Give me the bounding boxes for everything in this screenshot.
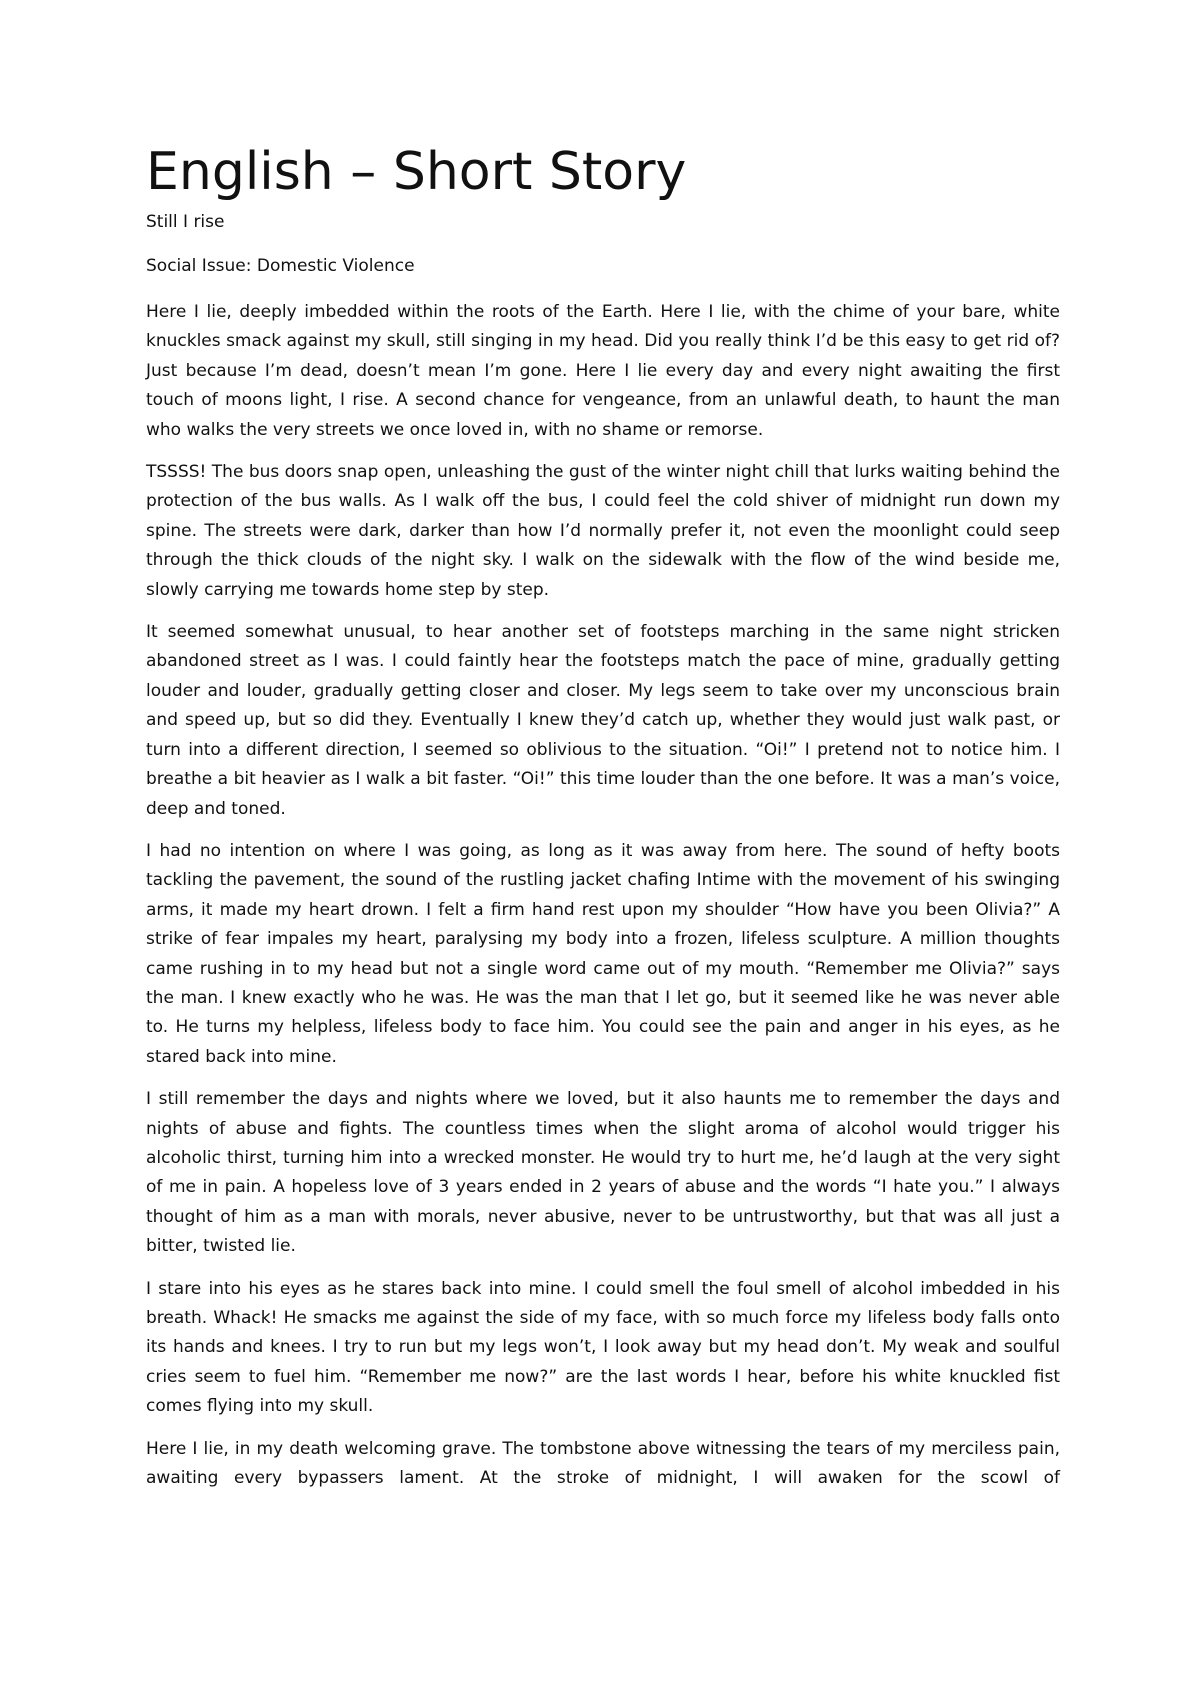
document-title: English – Short Story — [146, 142, 687, 202]
story-subtitle: Still I rise — [146, 212, 225, 232]
paragraph-2: TSSSS! The bus doors snap open, unleashing the gust of the winter night chill that lurks waiting behind the protection of the bus walls. As I walk off the bus, I could feel the cold shiver of midnight run down my spine. The streets were dark, darker than how I’d normally prefer it, not even the moonlight could seep through the thick clouds of the night sky. I walk on the sidewalk with the flow of the wind beside me, slowly carrying me towards home step by step. — [146, 462, 1060, 600]
paragraph-7: Here I lie, in my death welcoming grave. The tombstone above witnessing the tears of my merciless pain, awaiting every bypassers lament. At the stroke of midnight, I will awaken for the scowl of — [146, 1438, 1060, 1489]
paragraph-1: Here I lie, deeply imbedded within the roots of the Earth. Here I lie, with the chime of your bare, white knuckles smack against my skull, still singing in my head. Did you really think I’d be this easy to get rid of? Just because I’m dead, doesn’t mean I’m gone. Here I lie every day and every night awaiting the first touch of moons light, I rise. A second chance for vengeance, from an unlawful death, to haunt the man who walks the very streets we once loved in, with no shame or remorse. — [146, 302, 1060, 440]
paragraph-5: I still remember the days and nights where we loved, but it also haunts me to remember the days and nights of abuse and fights. The countless times when the slight aroma of alcohol would trigger his alcoholic thirst, turning him into a wrecked monster. He would try to hurt me, he’d laugh at the very sight of me in pain. A hopeless love of 3 years ended in 2 years of abuse and the words “I hate you.” I always thought of him as a man with morals, never abusive, never to be untrustworthy, but that was all just a bitter, twisted lie. — [146, 1089, 1060, 1257]
paragraph-3: It seemed somewhat unusual, to hear another set of footsteps marching in the same night stricken abandoned street as I was. I could faintly hear the footsteps match the pace of mine, gradually getting louder and louder, gradually getting closer and closer. My legs seem to take over my unconscious brain and speed up, but so did they. Eventually I knew they’d catch up, whether they would just walk past, or turn into a different direction, I seemed so oblivious to the situation. “Oi!” I pretend not to notice him. I breathe a bit heavier as I walk a bit faster. “Oi!” this time louder than the one before. It was a man’s voice, deep and toned. — [146, 622, 1060, 819]
social-issue-line: Social Issue: Domestic Violence — [146, 256, 415, 276]
paragraph-6: I stare into his eyes as he stares back into mine. I could smell the foul smell of alcohol imbedded in his breath. Whack! He smacks me against the side of my face, with so much force my lifeless body falls onto its hands and knees. I try to run but my legs won’t, I look away but my head don’t. My weak and soulful cries seem to fuel him. “Remember me now?” are the last words I hear, before his white knuckled fist comes flying into my skull. — [146, 1278, 1060, 1417]
document-page — [146, 140, 1060, 1506]
paragraph-4: I had no intention on where I was going, as long as it was away from here. The sound of hefty boots tackling the pavement, the sound of the rustling jacket chafing Intime with the movement of his swinging arms, it made my heart drown. I felt a firm hand rest upon my shoulder “How have you been Olivia?” A strike of fear impales my heart, paralysing my body into a frozen, lifeless sculpture. A million thoughts came rushing in to my head but not a single word came out of my mouth. “Remember me Olivia?” says the man. I knew exactly who he was. He was the man that I let go, but it seemed like he was never able to. He turns my helpless, lifeless body to face him. You could see the pain and anger in his eyes, as he stared back into mine. — [146, 840, 1060, 1067]
